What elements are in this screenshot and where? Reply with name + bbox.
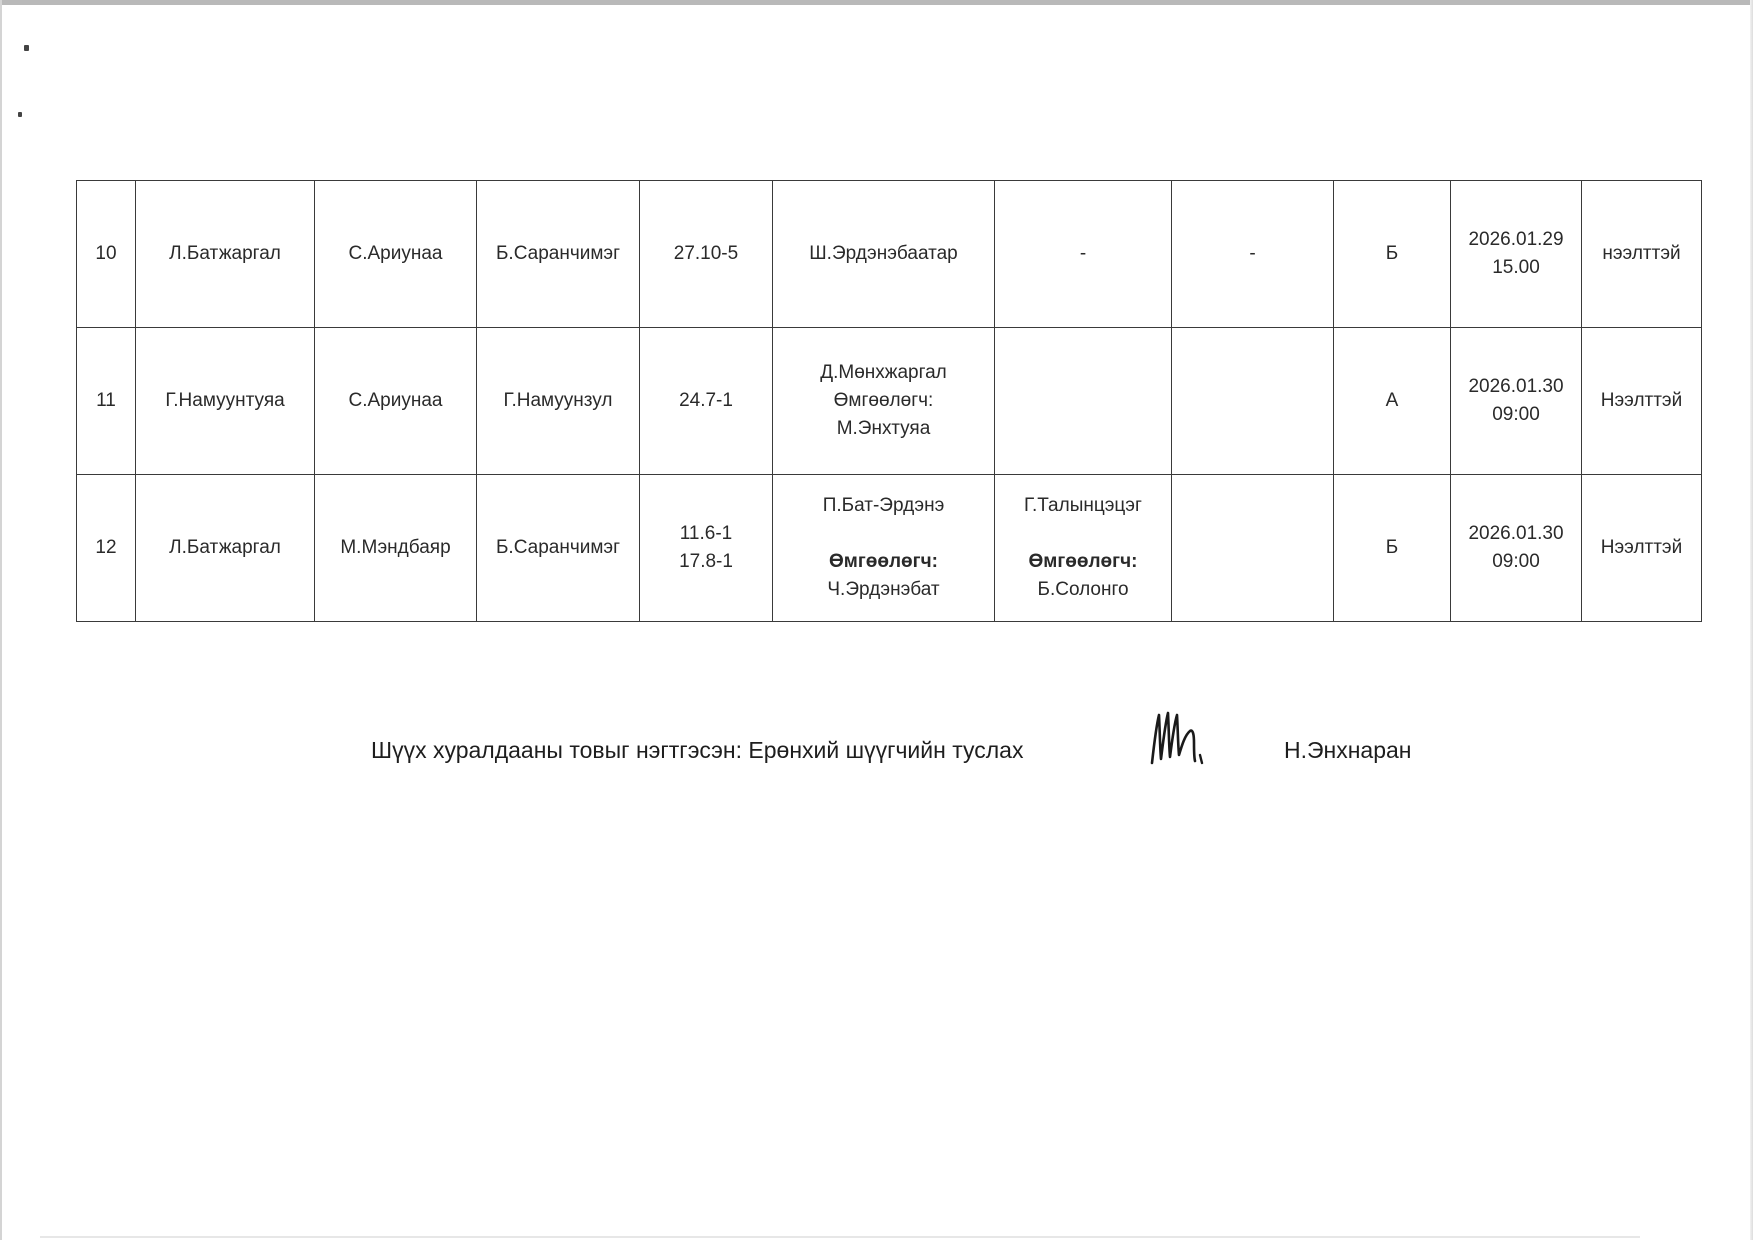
hearing-schedule-table [76, 180, 1702, 622]
cell-party [995, 328, 1172, 475]
party-name: П.Бат-Эрдэнэ [822, 495, 945, 516]
cell-status: нээлттэй [1582, 181, 1702, 328]
hearing-time: 09:00 [1492, 551, 1540, 572]
row-number: 12 [77, 475, 136, 622]
advocate-name: Б.Солонго [1037, 579, 1129, 600]
cell-name: Г.Намуунзул [477, 328, 640, 475]
hearing-time: 09:00 [1492, 404, 1540, 425]
cell-letter: А [1334, 328, 1451, 475]
scan-speck [18, 112, 22, 117]
advocate-name: М.Энхтуяа [836, 418, 931, 439]
cell-datetime [1451, 328, 1582, 475]
advocate-label: Өмгөөлөгч: [829, 551, 938, 572]
assistant-name: Н.Энхнаран [1284, 737, 1412, 763]
cell-letter: Б [1334, 181, 1451, 328]
table-row [77, 181, 1702, 328]
row-number: 10 [77, 181, 136, 328]
cell-party: Ш.Эрдэнэбаатар [773, 181, 995, 328]
cell-party [773, 328, 995, 475]
cell-name: Л.Батжаргал [136, 181, 315, 328]
advocate-label: Өмгөөлөгч: [833, 390, 934, 411]
cell-name: М.Мэндбаяр [315, 475, 477, 622]
hearing-time: 15.00 [1492, 257, 1540, 278]
cell-datetime [1451, 475, 1582, 622]
cell-letter: Б [1334, 475, 1451, 622]
cell-article: 24.7-1 [640, 328, 773, 475]
scan-speck [24, 45, 29, 51]
article-code: 11.6-1 [679, 523, 733, 544]
cell-status: Нээлттэй [1582, 475, 1702, 622]
cell-name: Б.Саранчимэг [477, 181, 640, 328]
cell-article [640, 475, 773, 622]
table-row [77, 475, 1702, 622]
row-number: 11 [77, 328, 136, 475]
hearing-date: 2026.01.29 [1468, 229, 1564, 250]
cell-empty [1172, 328, 1334, 475]
hearing-date: 2026.01.30 [1468, 523, 1564, 544]
cell-name: С.Ариунаа [315, 328, 477, 475]
party-name: Д.Мөнхжаргал [820, 362, 947, 383]
cell-party [995, 475, 1172, 622]
scan-left-edge [0, 0, 2, 1240]
cell-article: 27.10-5 [640, 181, 773, 328]
signature-block [0, 735, 1753, 795]
article-code: 17.8-1 [679, 551, 733, 572]
advocate-label: Өмгөөлөгч: [1028, 551, 1138, 572]
scan-bottom-edge [40, 1236, 1640, 1238]
line-gap [999, 520, 1167, 548]
cell-name: С.Ариунаа [315, 181, 477, 328]
cell-party [773, 475, 995, 622]
handwritten-signature [1148, 705, 1218, 770]
cell-datetime [1451, 181, 1582, 328]
cell-party: - [995, 181, 1172, 328]
scan-top-edge [0, 0, 1753, 5]
party-name: Г.Талынцэцэг [1024, 495, 1142, 516]
advocate-name: Ч.Эрдэнэбат [827, 579, 940, 600]
table-row [77, 328, 1702, 475]
compiled-by-caption: Шүүх хуралдааны товыг нэгтгэсэн: Ерөнхий шүүгчийн туслах [371, 737, 1024, 763]
cell-name: Г.Намуунтуяа [136, 328, 315, 475]
cell-empty [1172, 475, 1334, 622]
hearing-date: 2026.01.30 [1468, 376, 1564, 397]
cell-name: Л.Батжаргал [136, 475, 315, 622]
cell-status: Нээлттэй [1582, 328, 1702, 475]
line-gap [777, 520, 990, 548]
cell-name: Б.Саранчимэг [477, 475, 640, 622]
cell-empty: - [1172, 181, 1334, 328]
